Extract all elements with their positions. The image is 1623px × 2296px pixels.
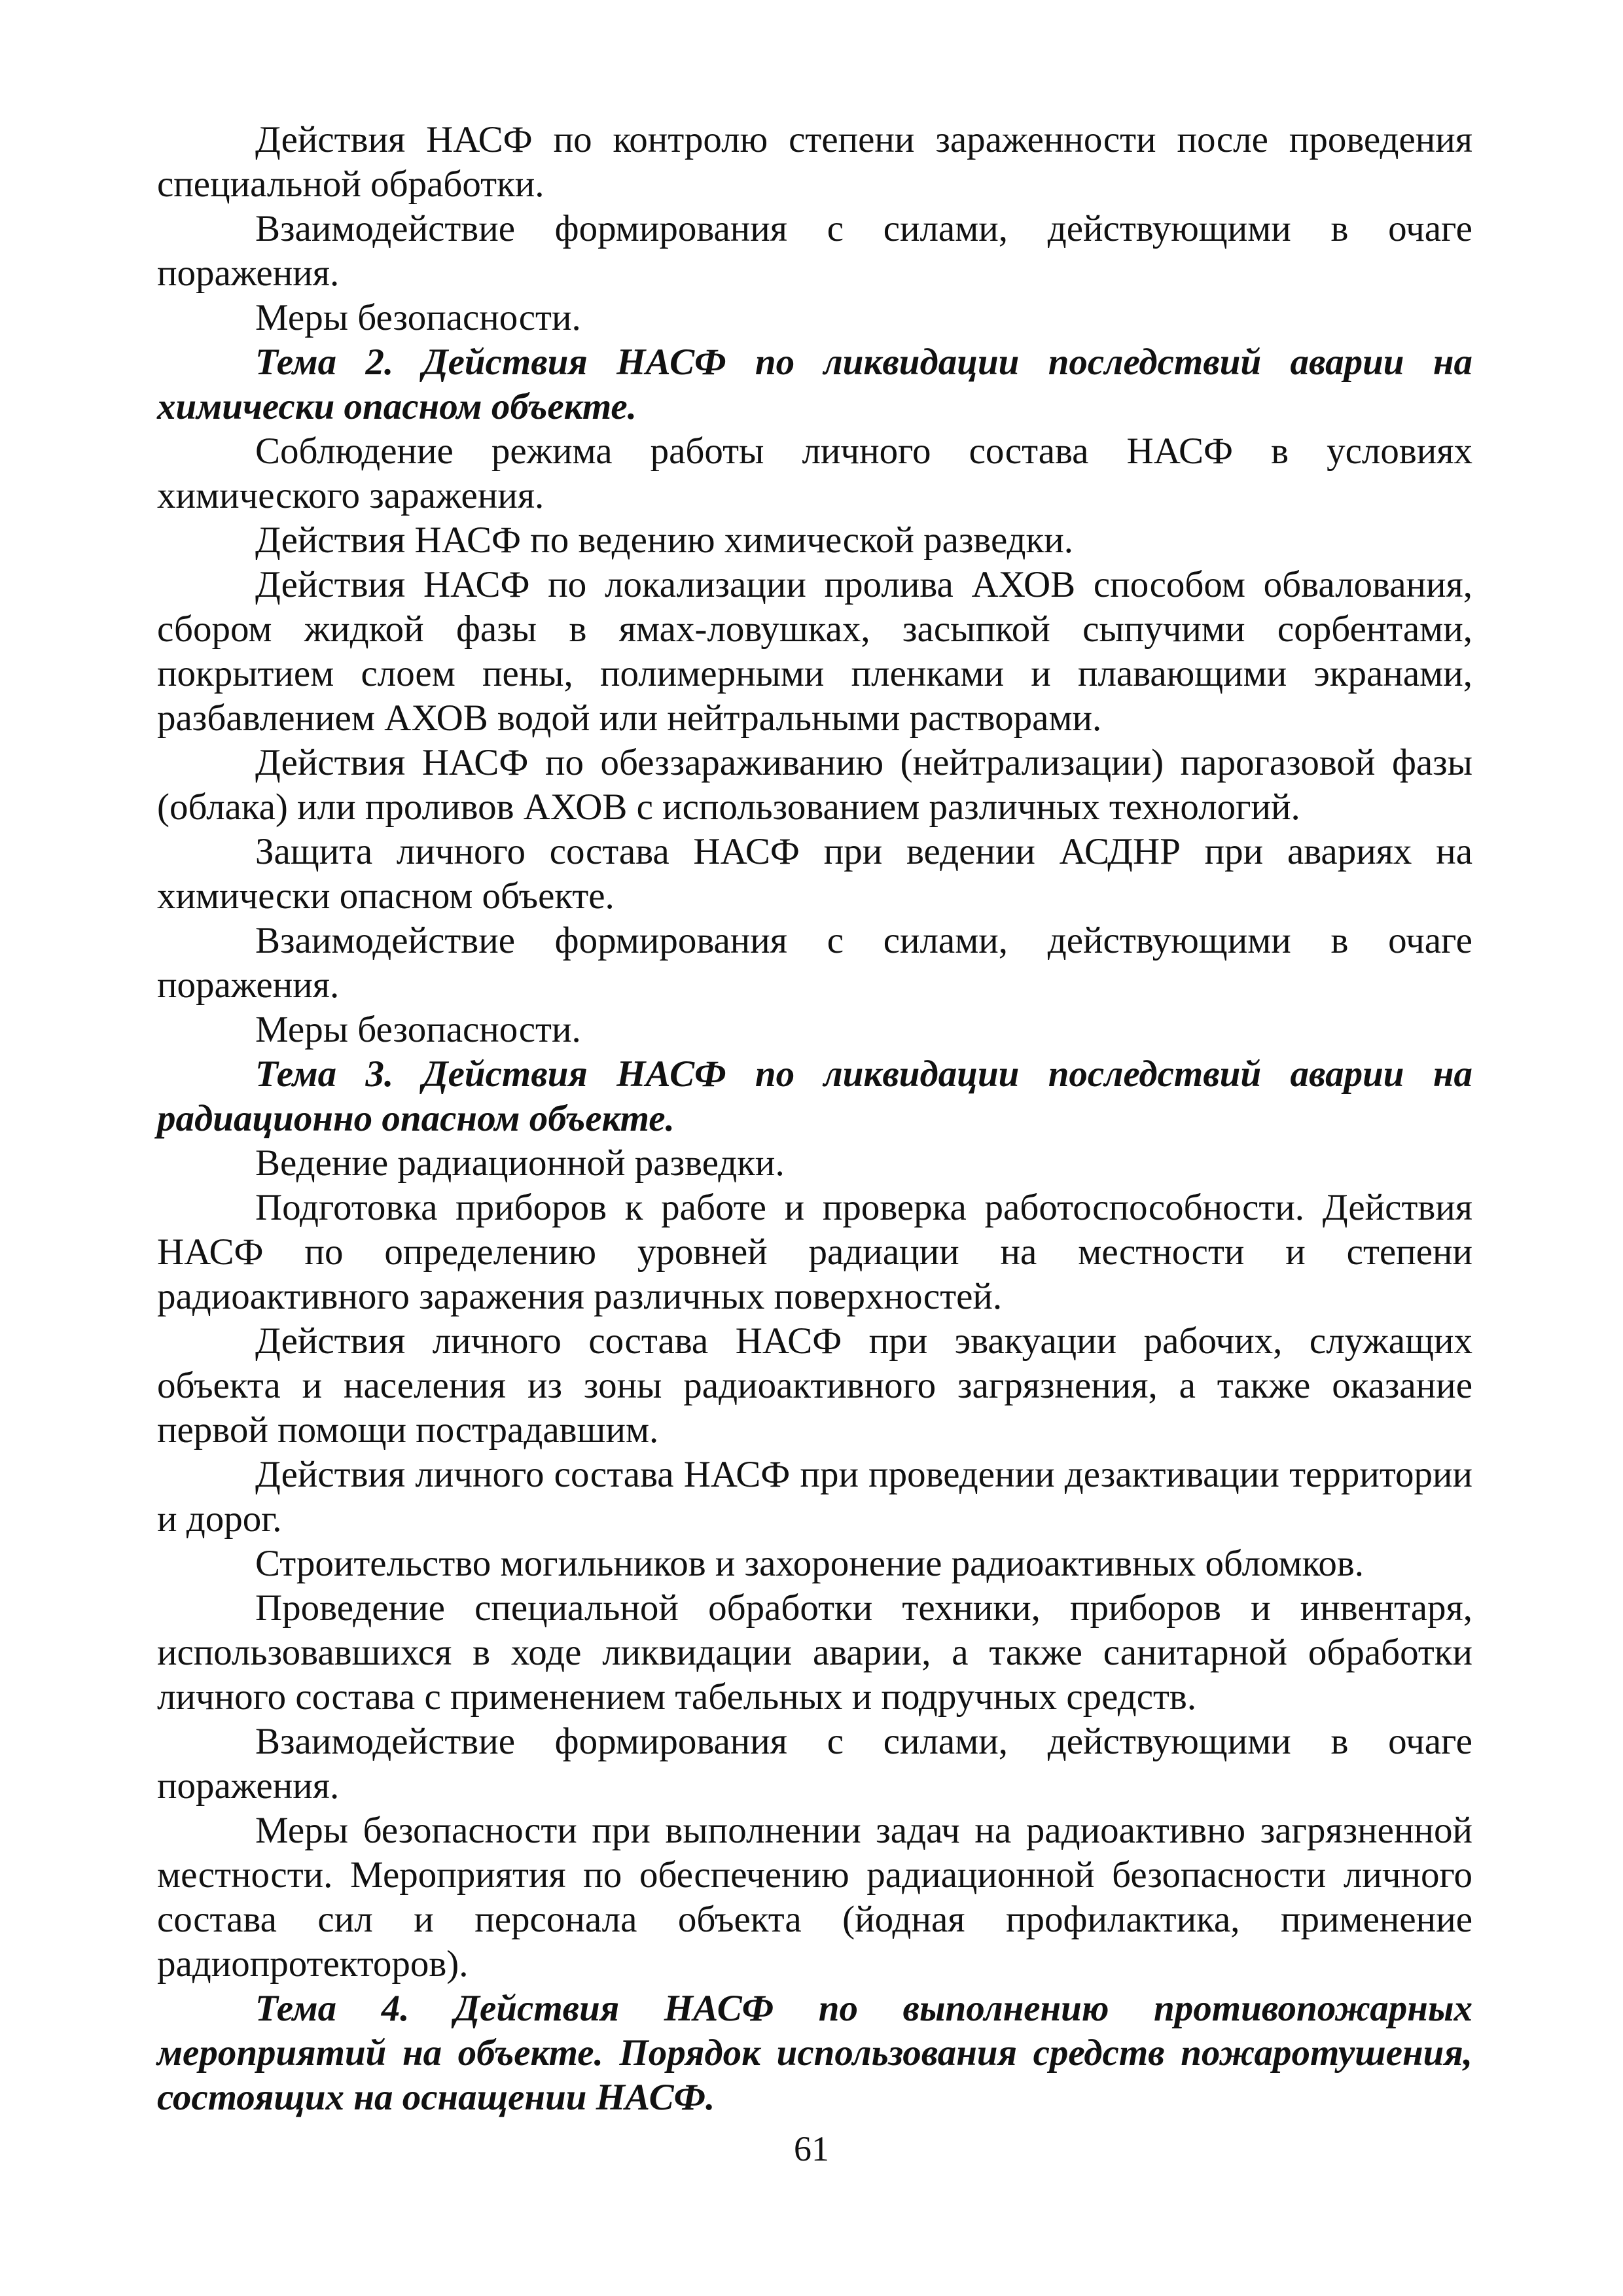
paragraph: Действия НАСФ по обеззараживанию (нейтрализации) парогазовой фазы (облака) или проливов АХОВ с использованием различных технологий. [157, 742, 1472, 828]
paragraph: Меры безопасности. [255, 297, 581, 338]
paragraph: Ведение радиационной разведки. [255, 1142, 785, 1184]
paragraph: Действия НАСФ по контролю степени зараженности после проведения специальной обработки. [157, 119, 1472, 205]
paragraph: Взаимодействие формирования с силами, действующими в очаге поражения. [157, 1721, 1472, 1807]
paragraph: Действия личного состава НАСФ при эвакуации рабочих, служащих объекта и населения из зоны радиоактивного загрязнения, а также оказание первой помощи пострадавшим. [157, 1320, 1472, 1451]
paragraph: Действия личного состава НАСФ при проведении дезактивации территории и дорог. [157, 1454, 1472, 1540]
section-heading: Тема 3. Действия НАСФ по ликвидации последствий аварии на радиационно опасном объекте. [157, 1053, 1472, 1139]
paragraph: Подготовка приборов к работе и проверка работоспособности. Действия НАСФ по определению уровней радиации на местности и степени радиоактивного заражения различных поверхностей. [157, 1187, 1472, 1317]
section-heading: Тема 4. Действия НАСФ по выполнению противопожарных мероприятий на объекте. Порядок использования средств пожаротушения, состоящих на оснащении НАСФ. [157, 1988, 1472, 2118]
paragraph: Защита личного состава НАСФ при ведении АСДНР при авариях на химически опасном объекте. [157, 831, 1472, 917]
paragraph: Меры безопасности при выполнении задач на радиоактивно загрязненной местности. Мероприятия по обеспечению радиационной безопасности личного состава сил и персонала объекта (йодная профилактика, применение радиопротекторов). [157, 1810, 1472, 1985]
paragraph: Взаимодействие формирования с силами, действующими в очаге поражения. [157, 208, 1472, 294]
section-heading: Тема 2. Действия НАСФ по ликвидации последствий аварии на химически опасном объекте. [157, 342, 1472, 427]
paragraph: Действия НАСФ по ведению химической разведки. [255, 520, 1073, 561]
paragraph: Действия НАСФ по локализации пролива АХОВ способом обвалования, сбором жидкой фазы в ямах-ловушках, засыпкой сыпучими сорбентами, покрытием слоем пены, полимерными пленками и плавающими экранами, разбавлением АХОВ водой или нейтральными растворами. [157, 564, 1472, 739]
paragraph: Взаимодействие формирования с силами, действующими в очаге поражения. [157, 920, 1472, 1006]
paragraph: Проведение специальной обработки техники, приборов и инвентаря, использовавшихся в ходе ликвидации аварии, а также санитарной обработки личного состава с применением табельных и подручных средств. [157, 1587, 1472, 1718]
body-text [157, 118, 1472, 2120]
page-number: 61 [794, 2129, 829, 2168]
paragraph: Соблюдение режима работы личного состава НАСФ в условиях химического заражения. [157, 431, 1472, 516]
paragraph: Меры безопасности. [255, 1009, 581, 1050]
paragraph: Строительство могильников и захоронение радиоактивных обломков. [255, 1543, 1364, 1584]
